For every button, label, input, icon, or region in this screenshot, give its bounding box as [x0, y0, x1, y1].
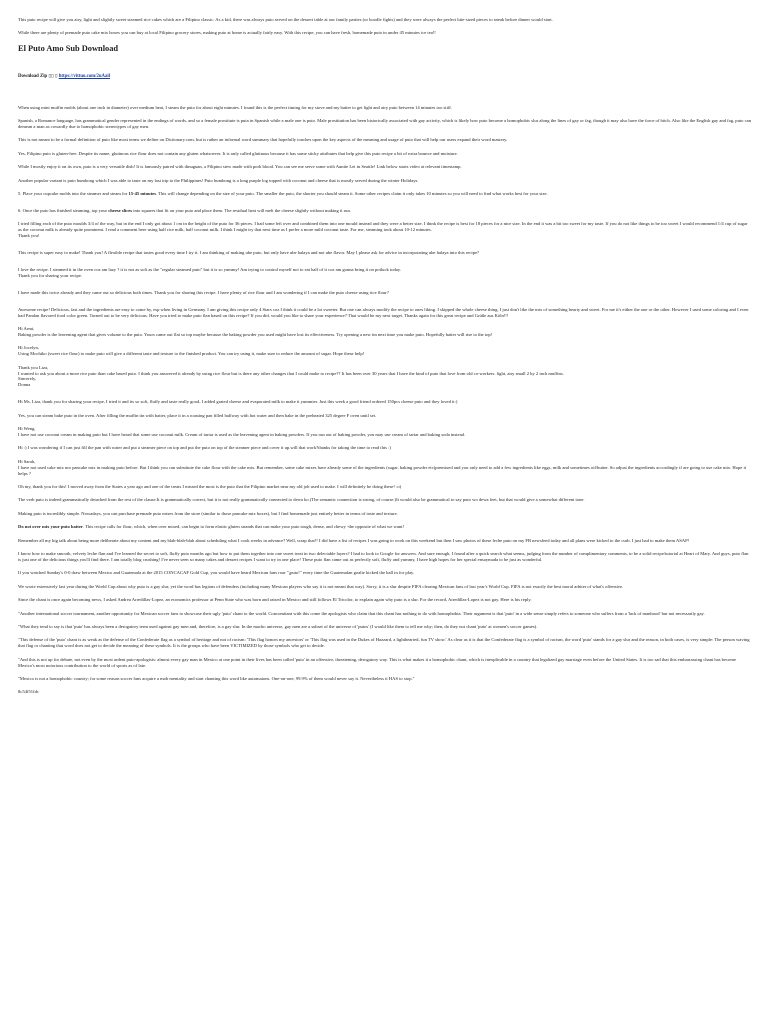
- step-6-bold: cheese slices: [108, 207, 133, 213]
- intro-paragraph-2: While there are plenty of premade puto cake mix boxes you can buy at local Filipino grocery stores, making puto at home is actually fairly easy. With this recipe, you can have fresh, homemade puto in under 45 minutes ice tea!!: [18, 30, 436, 36]
- paragraph-puto-bumbong: Another popular variant is puto bumbong which I was able to taste on my last trip to the Philippines! Puto bumbong is a long purple log topped with coconut and cheese that is mostly served during the winter Holidays.: [18, 177, 419, 183]
- comment-6: [18, 326, 752, 338]
- step-6-text-end: into squares that fit on your puto and place them. The residual heat will melt the cheese slightly without making it run.: [132, 207, 351, 213]
- comment-3-text: I love the recipe. I steamed it in the oven coz am lazy ? it is not as soft as the "regular steamed puto" but it is so yummy! Am trying to control myself not to eat half of it coz am gonna bring it on potluck today.: [18, 267, 401, 272]
- comment-4: I have made this twice already and they came out so delicious both times. Thank you for sharing this recipe. I have plenty of rice flour and I am wondering if I can make the puto cheese using rice flour?: [18, 289, 389, 295]
- comment-7-greeting: Hi Jocelyn,: [18, 345, 39, 351]
- comment-8-signoff: Sincerely,: [18, 376, 37, 382]
- step-6: [18, 208, 752, 214]
- comment-21: Since the chant is once again becoming news, I asked Andrea Arredillas-Lopez, an economics professor at Penn State who was born and raised in Mexico and still follows El Tricolor, to explain again why puto is a slur. For the record, Arredillas-Lopez is not gay. Here is his reply.: [18, 597, 532, 603]
- paragraph-versatile: While I mostly enjoy it on its own, puto is a very versatile dish! It is famously paired with dinuguan, a Filipino stew made with pork blood. You can see me serve some with Auntie Lei in Seattle! Link below starts video at relevant timestamp.: [18, 164, 462, 170]
- paragraph-steam-timing: When using mini muffin molds (about one inch in diameter) over medium heat, I steam the puto for about eight minutes. I found this is the perfect timing for my stove and my batter to get light and airy puto between 14 minutes too stiff.: [18, 104, 452, 110]
- download-label: Download Zip: [18, 73, 48, 79]
- comment-1: [18, 221, 752, 239]
- quote-2: "What they tend to say is that 'puto' has always been a derogatory term used against gay men and, therefore, is a gay slur. In the macho universe, gay men are a subset of the universe of 'putos' (I would like them to tell me why; then, do they not chant 'puto' at women's soccer games).: [18, 624, 538, 629]
- comment-10: Yes, you can steam bake puto in the oven. After filling the muffin tin with batter, place it in a roasting pan filled halfway with hot water and then bake in the preheated 325 degree F oven until set.: [18, 412, 377, 418]
- quote-1: "Another international soccer tournament, another opportunity for Mexican soccer fans to showcase their ugly 'puto' chant to the world. Concomitant with this come the apologists who claim that this chant has nothing to do with homophobia. Their argument is that 'puto' in a wide sense simply refers to someone who suffers from a 'lack of manhood' but not necessarily gay.: [18, 610, 705, 616]
- comment-6-text: Baking powder is the leavening agent that gives volume to the puto. Yours came out flat so top maybe because the baking powder you used might have lost its effectiveness. Try opening a new tin next time you make puto. Hopefully batter will rise to the top!: [18, 331, 493, 337]
- comment-14: Oh my, thank you for this! I moved away from the States a year ago and one of the treats I missed the most is the puto that the Filipino market near my old job used to make. I will definitely be doing these! :o): [18, 484, 402, 490]
- comment-15: The verb puto is indeed grammatically detached from the rest of the clause.It is grammatically correct, but it is not really grammatically connected to dewa ko.(The semantic connection is strong, of course.)It would also be grammatical to say puto wo dewa feet, but that would give a somewhat different tone.: [18, 497, 585, 503]
- comment-13-text: I have not used cake mix nor pancake mix in making puto before. But I think you can substitute the cake flour with the cake mix. But remember, some cake mixes have already some of the ingredients (sugar, baking powder etc)premixed and you only need to add a few ingredients like eggs, milk and sometimes oil/butter. So adjust the ingredients accordingly if are going to use cake mix. Hope it helps ?: [18, 464, 747, 476]
- comment-8-greeting: Thank you Liza,: [18, 364, 49, 370]
- quote-4: "And this is not up for debate, not even by the most ardent puto-apologists: almost every gay man in Mexico at one point in their lives has been called 'puto' in an offensive, threatening, derogatory way. This is what makes it a homophobic chant, which is inexplicable in a country that legalized gay marriage even before the United States. It is too sad that this embarrassing chant has become Mexico's most notorious contribution to the world of sports as of late.: [18, 656, 736, 668]
- comment-8-signature: Donna: [18, 382, 31, 388]
- comment-1-thanks: Thank you!: [18, 233, 40, 239]
- paragraph-spanish-gender: Spanish, a Romance language, has grammatical gender represented in the endings of words, and so a female prostitute is puta in Spanish while a male one is puto. Male prostitution has been historically associated with gay activity, which is likely how puto become a homophobic slur along the lines of gay or fag, though it may also have the force of bitch. Also like the English gay and fag, puto can demean a man as cowardly due to homophobic stereotypes of gay men.: [18, 118, 751, 130]
- comment-11-greeting: Hi Weng,: [18, 426, 36, 432]
- comment-7: [18, 345, 752, 357]
- comment-6-greeting: Hi Armi,: [18, 326, 35, 332]
- do-not-overmix: [18, 524, 752, 530]
- paragraph-definition-note: This is not meant to be a formal definition of puto like most terms we define on Dictionary.com, but is rather an informal word summary that hopefully touches upon the key aspects of the meaning and usage of puto that will help our users expand their word mastery.: [18, 137, 508, 143]
- download-link[interactable]: https://vittuo.com/2uAail: [58, 73, 111, 79]
- step-5-text-end: . This will change depending on the size of your puto. The smaller the puto, the shorter you should steam it. Some other recipes claim it only takes 10 minutes so you will need to find what works best for your size.: [155, 191, 548, 197]
- paragraph-gluten-free: Yes, Filipino puto is gluten-free. Despite its name, glutinous rice flour does not contain any gluten whatsoever. It is only called glutinous because it has some sticky attributes that help give this puto recipe a bit of extra bounce and moisture.: [18, 150, 458, 156]
- comment-18: I know how to make smooth, velvety leche flan and I've learned the secret to soft, fluffy puto months ago but how to put them together into one sweet treat in two delectable layers? I had to look to Google for answers. And sure enough, I found after a quick search what seems, judging from the number of complimentary comments, to be a solid recipe/tutorial at Heart of Mary. And guys, puto flan is just one of the delicious things you'll find there. I am totally blog crushing! I've never seen so many cakes and dessert recipes I want to try in one place! These puto flan came out as perfectly soft, fluffy and yummy, I have high hopes for her special ensaymada to be just as wonderful.: [18, 551, 749, 562]
- comment-8-text: I wanted to ask you about a more rice puto than cake based puto. I think you answered it already by using rice flour but is there any other changes that I could make to recipe?? It has been over 30 years that I have the kind of puto that love from old co-workers. light, airy small 2 by 2 inch muffins.: [18, 370, 564, 376]
- comment-16: Making puto is incredibly simple. Nowadays, you can purchase premade puto mixes from the store (similar to those pancake mix boxes), but I find homemade just entirely better in terms of taste and texture.: [18, 510, 398, 516]
- comment-8: [18, 365, 752, 389]
- comment-3: [18, 267, 752, 279]
- step-5-bold: 15-45 minutes: [128, 191, 156, 197]
- do-not-overmix-text: . This recipe calls for flour, which, when over mixed, can begin to form elastic gluten strands that can make your puto tough, dense, and chewy -the opposite of what we want!: [82, 524, 404, 530]
- comment-1-text: I tried filling each of the puto moulds 3/4 of the way, but in the end I only got about 1 cm in the height of the puto for 36 pieces. I had some left over and combined them into one mould instead and they were a better size. I think the recipe is best for 18 pieces for a nice size. In the end it was a bit too sweet for my taste. If you do not like things to be too sweet I would recommend 1/4 cup of sugar as the coconut milk is already quite prominent. I read a comment here using half rice milk, half coconut milk. I think I might try that next time as I prefer a more mild coconut taste. For me, steaming took about 10-12 minutes.: [18, 221, 748, 233]
- page-title: El Puto Amo Sub Download: [18, 43, 119, 53]
- comment-13-greeting: Hi Sarah,: [18, 458, 36, 464]
- comment-19: If you watched Sunday's 0-0 draw between Mexico and Guatemala at the 2015 CONCACAF Gold Cup, you would have heard Mexican fans roar "¡puto!" every time the Guatemalan goalie kicked the ball in for play.: [18, 570, 415, 576]
- comment-2: This recipe is super easy to make! Thank you! A flexible recipe that tastes good every time I try it. I am thinking of making ube puto, but only have ube halaya and not ube flavor. May I please ask for advice in incorporating ube halaya into this recipe?: [18, 250, 480, 256]
- download-line: [18, 74, 752, 80]
- comment-12: Hi :) I was wondering if I can just fill the pan with water and put a steamer piece on top and put the puto on top of the steamer piece and cover it up.will that work?thanks for taking the time to read this :): [18, 445, 391, 451]
- step-5: [18, 191, 752, 197]
- comment-11: [18, 426, 752, 438]
- comment-20: We wrote extensively last year during the World Cup about why puto is a gay slur, yet the word has legions of defenders (including many Mexican players who say it is not meant that way). Sorry, it is a slur despite FIFA clearing Mexican fans of last year's World Cup. FIFA is not exactly the best moral arbiter of what's offensive.: [18, 583, 624, 589]
- comment-9: Hi Ms. Liza, thank you for sharing your recipe, I tried it and its so soft, fluffy and taste really good, I added grated cheese and evaporated milk to make it yummier. Just this week a good friend ordered 150pcs cheese puto and they loved it:): [18, 399, 458, 405]
- comment-13: [18, 459, 752, 477]
- comment-5: Awesome recipe! Delicious, fast and the ingredients are easy to come by, esp when living in Germany. I am giving this recipe only 4 Stars coz I think it could be a lot sweeter. But one can always modify the recipe to ones liking. I skipped the whole cheese thing, I just don't like the mix of something hearty and sweet. For me it's either the one or the other. However I used some coloring and I even had Pandan flavored food color green. Turned out to be very delicious. Have you tried to make puto flan based on this recipe? If you did, would you like to share your experience? That would be my next target. Thanks again for this great recipe and Grüße aus Köln!!!: [18, 306, 749, 318]
- step-5-text: 5. Place your cupcake molds into the steamer and steam for: [18, 191, 129, 197]
- comment-7-text: Using Mochiko (sweet rice flour) to make puto will give a different taste and texture to the finished product. You can try using it, make sure to reduce the amount of sugar. Hope these help!: [18, 351, 365, 357]
- comment-3-thanks: Thank you for sharing your recipe.: [18, 272, 83, 278]
- comment-17: Remember all my big talk about being more deliberate about my content and my blah-blah-blah about scheduling what I cook weeks in advance? Well, scrap that!! I did have a list of recipes I was going to work on this weekend but then I saw photos of these leche puto on my FB newsfeed today and all plans were kicked to the curb. I just had to make them ASAP!: [18, 537, 690, 543]
- intro-paragraph-1: This puto recipe will give you airy, light and slightly sweet steamed rice cakes which are a Filipino classic. As a kid, there was always puto served on the dessert table at our family parties (or boodle fights) and they were always the perfect bite-sized pieces to sneak before dinner would start.: [18, 17, 553, 22]
- quote-5: "Mexico is not a homophobic country; for some reason soccer fans acquire a mob mentality and start chanting this word like automatons. One-on-one, 99.9% of them would never say it. Nevertheless it HAS to stop.": [18, 676, 415, 682]
- comment-11-text: I have not use coconut cream in making puto but I have heard that some use coconut milk. Cream of tartar is used as the leavening agent in baking powders. If you run out of baking powder, you may use cream of tartar and baking soda instead.: [18, 432, 466, 437]
- footer-code: 8c54f51fdc: [18, 689, 39, 695]
- do-not-overmix-bold: Do not over mix your puto batter: [18, 524, 83, 530]
- quote-3: "This defense of the 'puto' chant is as weak as the defense of the Confederate flag as a symbol of heritage and not of racism: 'This flag honors my ancestors' or 'This flag was used in the Dukes of Hazzard, a lighthearted, fun TV show.' As clear as it is that the Confederate flag is a symbol of racism, the word 'puto' stands for a gay slur and the reason, in both cases, is very simple: The person waving that flag or chanting that word does not get to decide the meaning of these symbols. It is the groups who have been VICTIMIZED by those symbols who get to decide.: [18, 637, 750, 649]
- download-glyphs: ▯▯ ▯: [48, 73, 58, 79]
- step-6-text: 6. Once the puto has finished steaming, top your: [18, 207, 109, 213]
